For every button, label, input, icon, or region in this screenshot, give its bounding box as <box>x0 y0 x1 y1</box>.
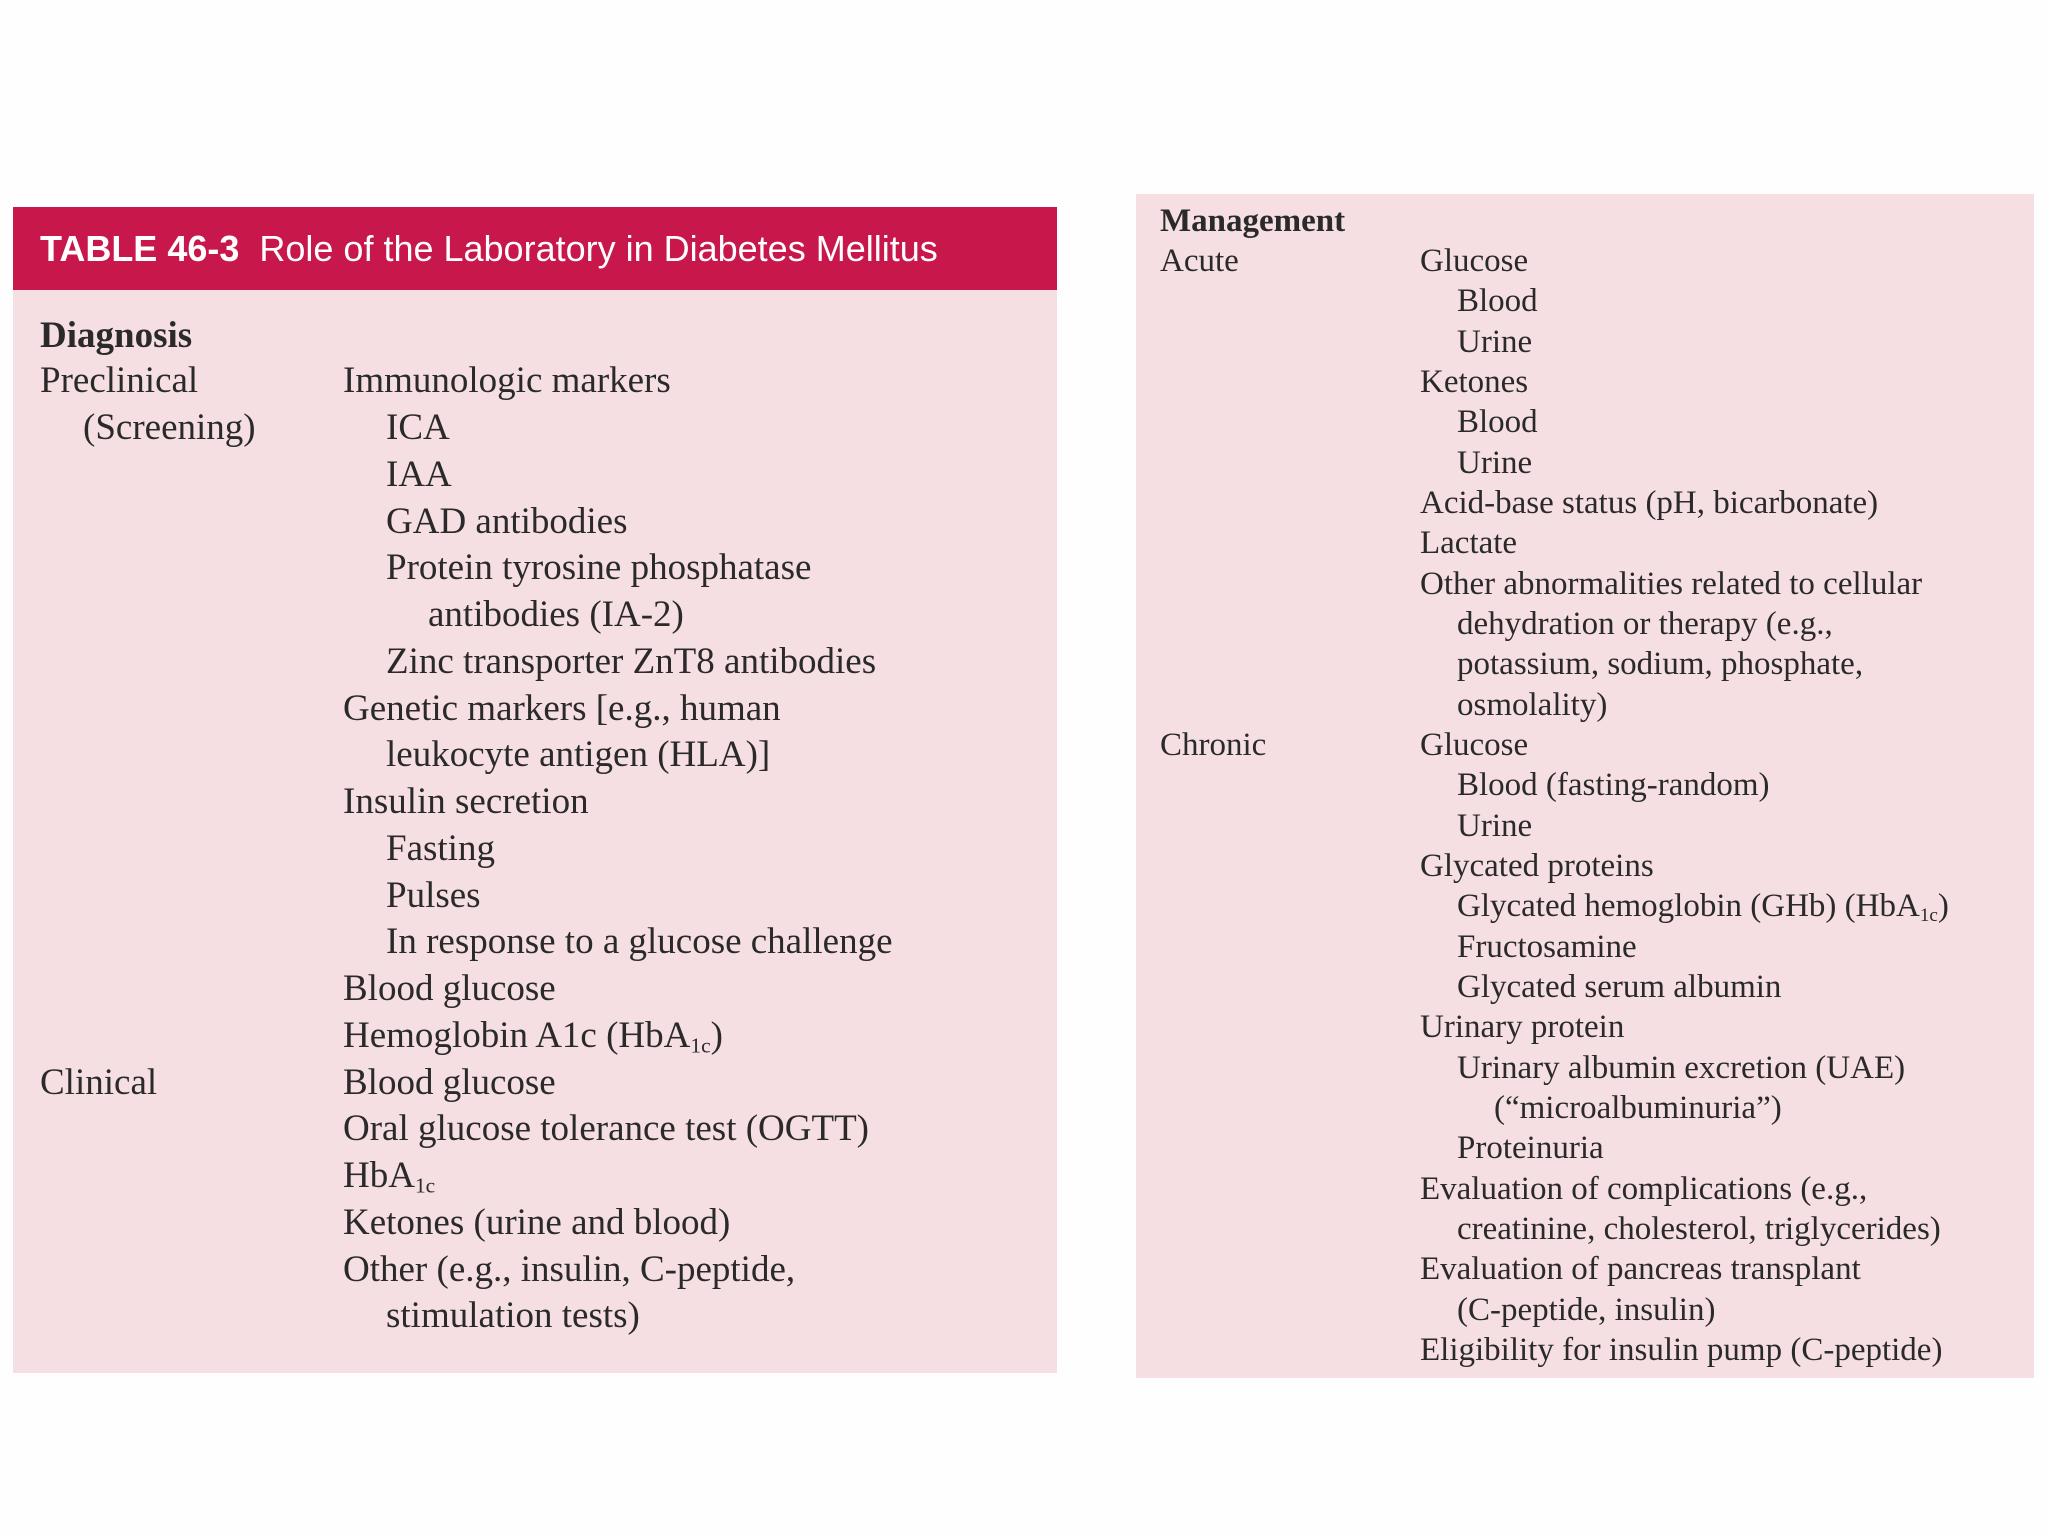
management-item: Glycated proteins <box>1420 848 1654 884</box>
diagnosis-item: Blood glucose <box>343 1062 556 1103</box>
management-item: Blood (fasting-random) <box>1457 767 1770 803</box>
preclinical-label: Preclinical <box>40 360 199 401</box>
diagnosis-panel <box>13 207 1057 1373</box>
diagnosis-item: ICA <box>386 407 450 448</box>
management-item: Urine <box>1457 808 1533 844</box>
management-panel <box>1136 194 2034 1378</box>
diagnosis-item: Oral glucose tolerance test (OGTT) <box>343 1108 870 1149</box>
chronic-label: Chronic <box>1160 727 1267 763</box>
management-item: Glucose <box>1420 243 1529 279</box>
management-item: Glucose <box>1420 727 1529 763</box>
table-title-banner <box>13 207 1057 290</box>
management-item: Urine <box>1457 445 1533 481</box>
diagnosis-item: Protein tyrosine phosphatase <box>386 547 812 588</box>
acute-label: Acute <box>1160 243 1239 279</box>
diagnosis-item: GAD antibodies <box>386 501 628 542</box>
management-item: (“microalbuminuria”) <box>1494 1090 1782 1126</box>
management-item: Urinary albumin excretion (UAE) <box>1457 1050 1906 1086</box>
management-item: Blood <box>1457 404 1538 440</box>
management-item: dehydration or therapy (e.g., <box>1457 606 1833 642</box>
diagnosis-item: Zinc transporter ZnT8 antibodies <box>386 641 877 682</box>
diagnosis-item: Blood glucose <box>343 968 556 1009</box>
management-item: Proteinuria <box>1457 1130 1604 1166</box>
diagnosis-item: Hemoglobin A1c (HbA$_{1c}$) <box>343 1015 723 1058</box>
diagnosis-item: antibodies (IA-2) <box>428 594 684 635</box>
management-item: Evaluation of complications (e.g., <box>1420 1171 1868 1207</box>
management-item: osmolality) <box>1457 687 1608 723</box>
management-item: Acid-base status (pH, bicarbonate) <box>1420 485 1879 521</box>
diagnosis-item: Ketones (urine and blood) <box>343 1202 731 1243</box>
screening-label: (Screening) <box>83 407 256 448</box>
management-item: Glycated hemoglobin (GHb) (HbA$_{1c}$) <box>1457 888 1949 926</box>
diagnosis-item: IAA <box>386 454 452 495</box>
management-item: Urinary protein <box>1420 1009 1625 1045</box>
management-item: Lactate <box>1420 525 1518 561</box>
management-item: (C-peptide, insulin) <box>1457 1292 1716 1328</box>
diagnosis-item: Pulses <box>386 875 481 916</box>
diagnosis-heading: Diagnosis <box>40 315 193 356</box>
clinical-label: Clinical <box>40 1062 158 1103</box>
diagnosis-item: Immunologic markers <box>343 360 671 401</box>
management-item: Eligibility for insulin pump (C-peptide) <box>1420 1332 1943 1368</box>
management-item: Other abnormalities related to cellular <box>1420 566 1923 602</box>
diagnosis-item: stimulation tests) <box>386 1295 640 1336</box>
management-item: Urine <box>1457 324 1533 360</box>
management-heading: Management <box>1160 203 1346 239</box>
diagnosis-item: Genetic markers [e.g., human <box>343 688 781 729</box>
management-item: creatinine, cholesterol, triglycerides) <box>1457 1211 1941 1247</box>
diagnosis-item: Fasting <box>386 828 495 869</box>
table-number: TABLE 46-3 <box>40 228 240 269</box>
management-item: Glycated serum albumin <box>1457 969 1782 1005</box>
management-item: Blood <box>1457 283 1538 319</box>
diagnosis-item: In response to a glucose challenge <box>386 921 893 962</box>
management-item: Fructosamine <box>1457 929 1637 965</box>
diagnosis-item: Insulin secretion <box>343 781 589 822</box>
management-item: Ketones <box>1420 364 1529 400</box>
diagnosis-item: HbA$_{1c}$ <box>343 1155 436 1198</box>
diagnosis-item: Other (e.g., insulin, C-peptide, <box>343 1249 796 1290</box>
management-item: potassium, sodium, phosphate, <box>1457 646 1864 682</box>
management-item: Evaluation of pancreas transplant <box>1420 1251 1861 1287</box>
table-title: Role of the Laboratory in Diabetes Mellitus <box>259 228 938 269</box>
diagnosis-item: leukocyte antigen (HLA)] <box>386 734 771 775</box>
